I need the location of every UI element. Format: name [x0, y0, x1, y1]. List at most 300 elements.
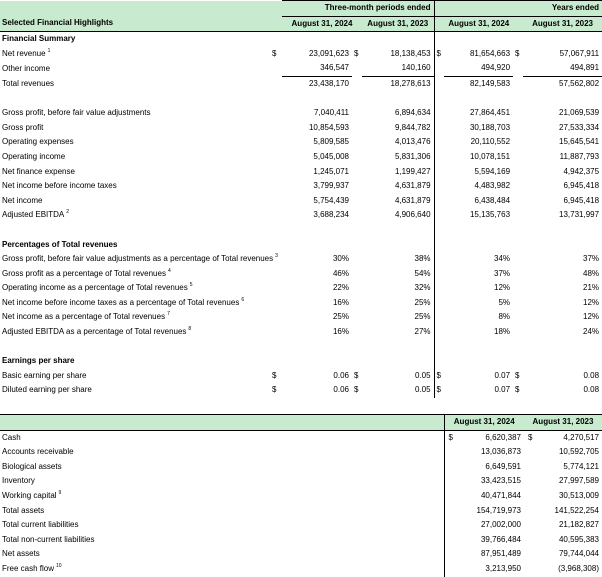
value-text: 87,951,489	[480, 549, 521, 559]
section-eps-label: Earnings per share	[2, 356, 75, 366]
currency-symbol	[434, 194, 444, 209]
currency-symbol	[434, 325, 444, 340]
value-y-2024: 81,654,663	[469, 48, 511, 58]
date-col-q-2023: August 31, 2023	[362, 16, 434, 32]
row-label	[0, 445, 444, 460]
currency-symbol	[352, 179, 362, 194]
table-row	[0, 61, 602, 76]
row-label	[0, 252, 278, 267]
balance-header-blank	[0, 415, 444, 431]
spacer-cell	[0, 340, 434, 355]
row-label-text: Net assets	[2, 549, 40, 559]
currency-symbol	[434, 135, 444, 150]
currency-symbol	[513, 150, 523, 165]
value-q-2024: 10,854,593	[308, 122, 349, 132]
value-q-2023: 25%	[414, 312, 431, 322]
footnote-marker: 3	[275, 253, 278, 260]
table-row	[0, 518, 602, 533]
currency-symbol	[434, 61, 444, 76]
value-q-2024: 3,688,234	[313, 210, 349, 220]
row-label	[0, 533, 444, 548]
currency-symbol	[352, 267, 362, 282]
currency-symbol	[434, 296, 444, 311]
row-label	[0, 562, 444, 577]
value-y-2023: 37%	[583, 254, 600, 264]
value-y-2024: 12%	[494, 283, 511, 293]
table-row	[0, 267, 602, 282]
value-y-2023: 24%	[583, 327, 600, 337]
balance-date-2023: August 31, 2023	[524, 415, 602, 431]
value-y-2023: 6,945,418	[563, 181, 600, 191]
value-q-2024: 5,045,008	[313, 151, 349, 161]
row-label-text: Net income	[2, 195, 43, 205]
value-text: 3,213,950	[485, 563, 521, 573]
currency-symbol	[352, 61, 362, 76]
value-text: (3,968,308)	[558, 563, 599, 573]
currency-symbol	[352, 150, 362, 165]
value-y-2024: 6,438,484	[474, 195, 511, 205]
value-text: 10,592,705	[558, 447, 599, 457]
currency-symbol	[270, 281, 282, 296]
value-y-2024: 0.07	[494, 385, 511, 395]
value-y-2024: 18%	[494, 327, 511, 337]
value-q-2023: 0.05	[414, 370, 431, 380]
value-2024	[444, 562, 524, 577]
currency-symbol: $	[515, 385, 520, 395]
table-title: Selected Financial Highlights	[0, 16, 282, 32]
row-label-text: Other income	[2, 63, 51, 73]
table-row	[0, 135, 602, 150]
footnote-marker: 6	[241, 296, 245, 303]
row-label	[0, 369, 270, 384]
value-q-2024: 46%	[332, 268, 349, 278]
row-label	[0, 489, 444, 504]
row-label	[0, 121, 270, 136]
row-label-text: Net income before income taxes as a percentage of Total revenues	[2, 297, 240, 307]
row-label	[0, 47, 270, 62]
value-y-2024: 20,110,552	[470, 137, 511, 147]
row-label-text: Biological assets	[2, 461, 62, 471]
currency-symbol	[434, 310, 444, 325]
table-row	[0, 430, 602, 445]
currency-symbol	[513, 194, 523, 209]
value-text: 39,766,484	[480, 534, 521, 544]
row-label	[0, 325, 270, 340]
currency-symbol: $	[515, 370, 520, 380]
section-financial-summary-divider	[434, 32, 602, 47]
table-row	[0, 310, 602, 325]
row-label	[0, 208, 270, 223]
currency-symbol	[270, 208, 282, 223]
table-row	[0, 281, 602, 296]
value-q-2024: 23,091,623	[308, 48, 349, 58]
value-2023	[524, 445, 602, 460]
value-q-2023: 1,199,427	[394, 166, 431, 176]
currency-symbol	[270, 150, 282, 165]
table-row	[0, 474, 602, 489]
currency-symbol	[270, 179, 282, 194]
row-label	[0, 460, 444, 475]
currency-symbol	[270, 310, 282, 325]
footnote-marker: 8	[188, 326, 192, 333]
period-header-row	[0, 1, 602, 17]
row-label	[0, 165, 270, 180]
row-label-text: Total non-current liabilities	[2, 534, 95, 544]
value-y-2024: 30,188,703	[469, 122, 511, 132]
currency-symbol	[352, 208, 362, 223]
value-q-2024: 30%	[332, 254, 349, 264]
table-row	[0, 150, 602, 165]
currency-symbol: $	[434, 47, 444, 62]
date-header-row	[0, 16, 602, 32]
value-q-2023: 32%	[414, 283, 431, 293]
value-q-2024: 23,438,170	[308, 78, 349, 88]
row-label	[0, 430, 444, 445]
value-q-2023: 4,906,640	[394, 210, 431, 220]
row-label-text: Net finance expense	[2, 166, 75, 176]
footnote-marker: 9	[58, 490, 62, 496]
value-text: 13,036,873	[480, 447, 521, 457]
value-y-2023: 48%	[583, 268, 600, 278]
value-text: 141,522,254	[554, 505, 599, 515]
row-label	[0, 267, 270, 282]
value-q-2024: 0.06	[333, 370, 349, 380]
row-label-text: Operating income	[2, 151, 66, 161]
currency-symbol	[513, 267, 523, 282]
row-label-text: Cash	[2, 432, 21, 442]
row-label	[0, 194, 270, 209]
table-row	[0, 562, 602, 577]
value-text: 154,719,973	[476, 505, 521, 515]
value-y-2023: 12%	[583, 312, 600, 322]
value-2024	[444, 489, 524, 504]
table-row	[0, 76, 602, 91]
value-text: 6,620,387	[485, 432, 521, 442]
section-percentages-divider	[434, 238, 602, 253]
currency-symbol	[270, 106, 282, 121]
table-row	[0, 47, 602, 62]
table-row	[0, 369, 602, 384]
currency-symbol: $	[434, 383, 444, 398]
table-row	[0, 194, 602, 209]
value-y-2023: 4,942,375	[563, 166, 600, 176]
row-label	[0, 76, 270, 91]
spacer-cell	[434, 223, 602, 238]
currency-symbol	[270, 61, 282, 76]
value-text: 30,513,009	[558, 491, 599, 500]
currency-symbol	[513, 179, 523, 194]
value-y-2024: 37%	[494, 268, 511, 278]
table-row	[0, 106, 602, 121]
value-2024	[444, 547, 524, 562]
row-label-text: Operating expenses	[2, 137, 74, 147]
currency-symbol	[513, 252, 523, 267]
row-label-text: Operating income as a percentage of Total revenues	[2, 283, 188, 293]
spacer-row	[0, 340, 602, 355]
value-y-2023: 0.08	[583, 370, 600, 380]
currency-symbol	[352, 121, 362, 136]
currency-symbol	[513, 296, 523, 311]
footnote-marker: 10	[56, 562, 62, 569]
currency-symbol	[352, 165, 362, 180]
row-label-text: Total assets	[2, 505, 45, 515]
value-2024	[444, 504, 524, 519]
currency-symbol	[434, 179, 444, 194]
table-row	[0, 460, 602, 475]
row-label	[0, 518, 444, 533]
currency-symbol	[270, 121, 282, 136]
footnote-marker: 5	[189, 282, 193, 289]
value-q-2024: 5,754,439	[313, 195, 349, 205]
value-2023	[524, 562, 602, 577]
currency-symbol	[513, 121, 523, 136]
value-y-2023: 13,731,997	[559, 210, 600, 220]
section-eps	[0, 354, 602, 369]
value-q-2023: 27%	[414, 327, 431, 337]
currency-symbol	[352, 281, 362, 296]
value-q-2023: 0.05	[414, 385, 431, 395]
footnote-marker: 7	[167, 311, 170, 318]
value-y-2024: 5%	[498, 297, 511, 307]
table-row	[0, 533, 602, 548]
table-row	[0, 165, 602, 180]
value-q-2023: 4,631,879	[394, 181, 431, 191]
row-label	[0, 547, 444, 562]
balance-date-2024: August 31, 2024	[444, 415, 524, 431]
currency-symbol	[270, 267, 282, 282]
value-y-2024: 34%	[494, 254, 511, 264]
row-label-text: Gross profit, before fair value adjustments	[2, 108, 151, 118]
currency-symbol: $	[272, 370, 277, 380]
date-col-y-2024: August 31, 2024	[434, 16, 523, 32]
row-label	[0, 150, 270, 165]
value-q-2023: 6,894,634	[394, 108, 431, 118]
currency-symbol: $	[354, 370, 359, 380]
currency-symbol	[513, 106, 523, 121]
value-2023	[524, 518, 602, 533]
value-y-2023: 15,645,541	[559, 137, 600, 147]
row-label-text: Total revenues	[2, 78, 55, 88]
section-percentages-label: Percentages of Total revenues	[2, 239, 118, 249]
value-q-2024: 0.06	[333, 385, 349, 395]
three-month-header: Three-month periods ended	[282, 1, 434, 17]
currency-symbol	[513, 310, 523, 325]
value-y-2023: 6,945,418	[563, 195, 600, 205]
currency-symbol	[434, 165, 444, 180]
value-q-2023: 5,831,306	[394, 151, 431, 161]
currency-symbol	[513, 165, 523, 180]
table-row	[0, 445, 602, 460]
spacer-row	[0, 223, 602, 238]
value-text: 27,002,000	[480, 520, 521, 530]
value-text: 33,423,515	[480, 476, 521, 486]
value-text: 40,595,383	[558, 534, 599, 544]
currency-symbol	[513, 76, 523, 91]
value-2023	[524, 430, 602, 445]
currency-symbol: $	[515, 48, 520, 58]
value-text: 4,270,517	[563, 432, 599, 442]
currency-symbol	[352, 194, 362, 209]
row-label-text: Accounts receivable	[2, 447, 74, 457]
row-label	[0, 310, 270, 325]
value-text: 21,182,827	[558, 520, 599, 530]
value-2024	[444, 474, 524, 489]
value-2023	[524, 504, 602, 519]
currency-symbol	[270, 135, 282, 150]
value-y-2023: 21,069,539	[559, 108, 600, 118]
row-label-text: Adjusted EBITDA as a percentage of Total revenues	[2, 327, 187, 337]
value-y-2024: 5,594,169	[474, 166, 511, 176]
currency-symbol: $	[434, 369, 444, 384]
currency-symbol	[513, 281, 523, 296]
value-q-2024: 22%	[332, 283, 349, 293]
row-label	[0, 179, 270, 194]
row-label-text: Gross profit	[2, 122, 44, 132]
value-2023	[524, 489, 602, 504]
table-row	[0, 547, 602, 562]
currency-symbol	[352, 325, 362, 340]
currency-symbol: $	[272, 48, 277, 58]
value-y-2024: 0.07	[494, 370, 511, 380]
value-y-2024: 10,078,151	[469, 151, 511, 161]
currency-symbol: $	[272, 385, 277, 395]
value-q-2024: 16%	[332, 297, 349, 307]
section-financial-summary-label: Financial Summary	[2, 34, 76, 44]
row-label-text: Working capital	[2, 491, 57, 500]
spacer-cell	[434, 340, 602, 355]
currency-symbol	[270, 165, 282, 180]
row-label-text: Diluted earning per share	[2, 385, 92, 395]
row-label-text: Basic earning per share	[2, 370, 87, 380]
balance-header-row	[0, 415, 602, 431]
value-2024	[444, 430, 524, 445]
table-row	[0, 504, 602, 519]
date-col-q-2024: August 31, 2024	[282, 16, 362, 32]
currency-symbol	[434, 267, 444, 282]
currency-symbol	[513, 61, 523, 76]
value-y-2023: 494,891	[523, 61, 602, 76]
value-y-2023: 11,887,793	[559, 151, 600, 161]
currency-symbol	[270, 194, 282, 209]
row-label-text: Free cash flow	[2, 563, 55, 573]
value-y-2024: 27,864,451	[469, 108, 511, 118]
row-label	[0, 383, 270, 398]
row-label	[0, 135, 270, 150]
value-q-2024: 5,809,585	[313, 137, 349, 147]
section-eps-divider	[434, 354, 602, 369]
currency-symbol	[352, 135, 362, 150]
currency-symbol	[434, 150, 444, 165]
value-q-2024: 3,799,937	[313, 181, 349, 191]
value-q-2024: 346,547	[282, 61, 352, 76]
value-text: 27,997,589	[558, 476, 599, 486]
value-y-2024: 494,920	[444, 61, 513, 76]
currency-symbol	[352, 252, 362, 267]
value-q-2023: 54%	[414, 268, 431, 278]
table-row	[0, 325, 602, 340]
spacer-cell	[434, 92, 602, 107]
balance-sheet-table	[0, 414, 602, 577]
table-row	[0, 383, 602, 398]
value-q-2024: 7,040,411	[314, 108, 349, 118]
row-label-text: Gross profit, before fair value adjustments as a percentage of Total revenues	[2, 254, 274, 264]
section-percentages	[0, 238, 602, 253]
value-2024	[444, 445, 524, 460]
value-2023	[524, 533, 602, 548]
footnote-marker: 2	[66, 209, 70, 216]
value-y-2023: 57,562,802	[559, 78, 600, 88]
currency-symbol: $	[354, 48, 359, 58]
currency-symbol	[434, 76, 444, 91]
row-label	[0, 61, 270, 76]
value-text: 5,774,121	[563, 461, 599, 471]
value-text: 40,471,844	[480, 491, 521, 500]
value-q-2023: 9,844,782	[394, 122, 431, 132]
date-col-y-2023: August 31, 2023	[523, 16, 602, 32]
value-2024	[444, 460, 524, 475]
years-ended-header: Years ended	[434, 1, 602, 17]
currency-symbol	[270, 325, 282, 340]
value-q-2023: 4,013,476	[394, 137, 431, 147]
currency-symbol	[434, 281, 444, 296]
value-y-2024: 8%	[498, 312, 511, 322]
spacer-cell	[0, 92, 434, 107]
currency-symbol	[352, 106, 362, 121]
value-y-2024: 15,135,763	[469, 210, 511, 220]
header-blank	[0, 1, 282, 17]
row-label-text: Net revenue	[2, 48, 46, 58]
row-label-text: Net income before income taxes	[2, 181, 117, 191]
row-label-text: Gross profit as a percentage of Total revenues	[2, 268, 166, 278]
value-2023	[524, 474, 602, 489]
row-label-text: Inventory	[2, 476, 35, 486]
value-q-2023: 38%	[414, 254, 431, 264]
currency-symbol	[513, 208, 523, 223]
value-y-2023: 12%	[583, 297, 600, 307]
currency-symbol	[513, 325, 523, 340]
value-2024	[444, 518, 524, 533]
currency-symbol	[434, 121, 444, 136]
spacer-cell	[0, 223, 434, 238]
row-label-text: Total current liabilities	[2, 520, 79, 530]
row-label	[0, 474, 444, 489]
spacer-row	[0, 92, 602, 107]
value-2023	[524, 547, 602, 562]
footnote-marker: 1	[47, 47, 51, 54]
value-y-2024: 4,483,982	[474, 181, 511, 191]
value-y-2023: 0.08	[583, 385, 600, 395]
currency-symbol	[352, 76, 362, 91]
value-q-2023: 18,138,453	[390, 48, 431, 58]
row-label-text: Net income as a percentage of Total revenues	[2, 312, 166, 322]
value-2024	[444, 533, 524, 548]
currency-symbol: $	[528, 432, 533, 442]
value-q-2023: 4,631,879	[394, 195, 431, 205]
value-text: 6,649,591	[485, 461, 521, 471]
value-q-2024: 25%	[332, 312, 349, 322]
value-q-2023: 25%	[414, 297, 431, 307]
row-label	[0, 281, 270, 296]
row-label	[0, 296, 270, 311]
currency-symbol: $	[448, 432, 453, 442]
section-financial-summary	[0, 32, 602, 47]
currency-symbol	[352, 296, 362, 311]
table-row	[0, 296, 602, 311]
currency-symbol	[434, 208, 444, 223]
value-y-2024: 82,149,583	[469, 78, 511, 88]
table-row	[0, 208, 602, 223]
table-row	[0, 252, 602, 267]
